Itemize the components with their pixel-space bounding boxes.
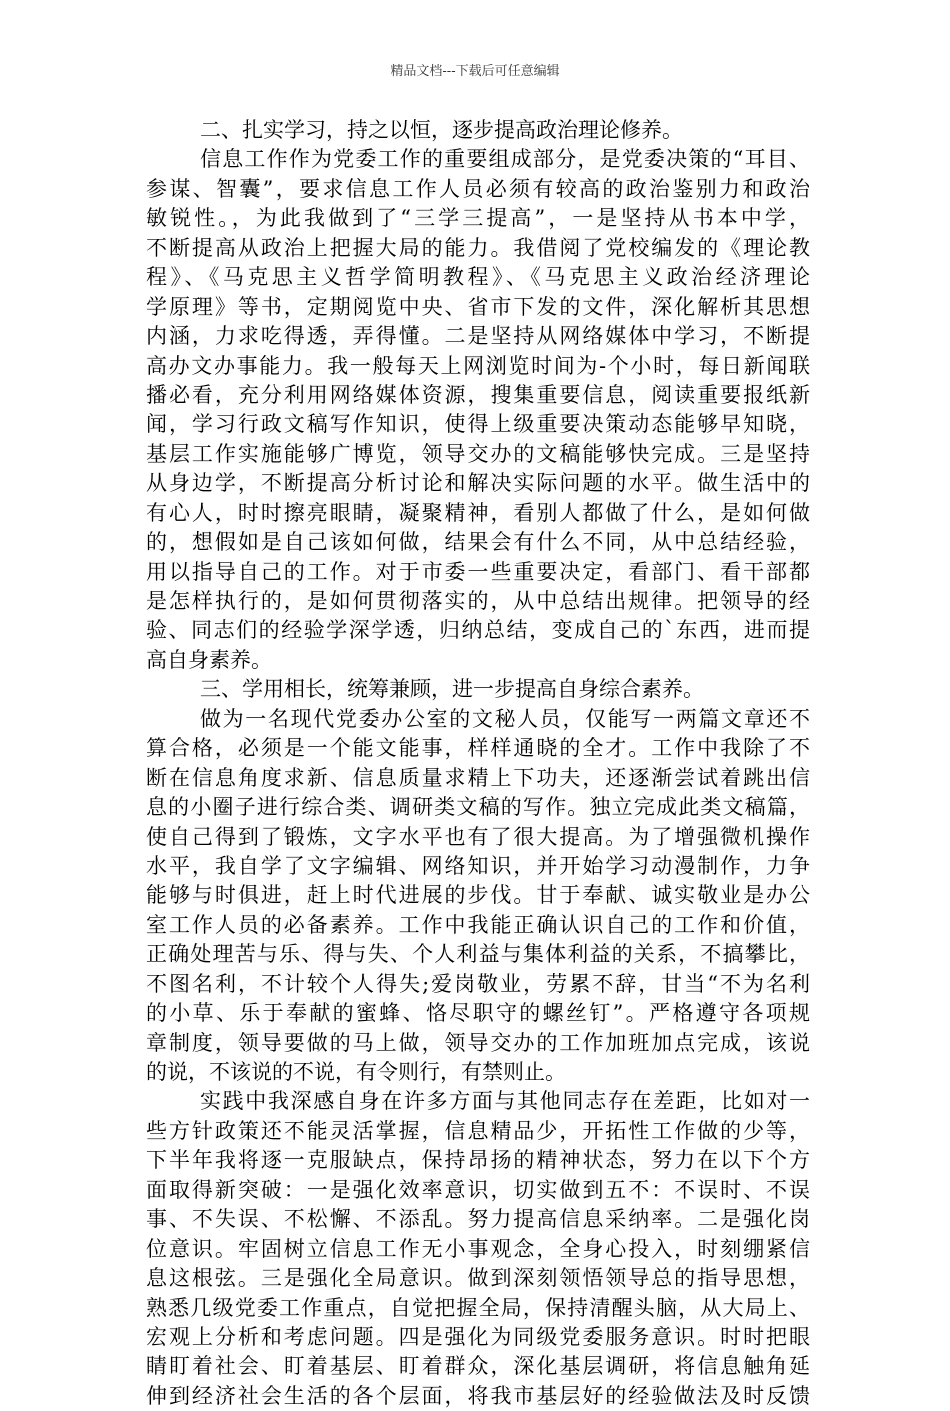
text-line: 验、同志们的经验学深学透，归纳总结，变成自己的`东西，进而提 (146, 618, 810, 643)
text-line: 内涵，力求吃得透，弄得懂。二是坚持从网络媒体中学习，不断提 (146, 324, 810, 349)
text-line: 室工作人员的必备素养。工作中我能正确认识自己的工作和价值， (146, 912, 810, 937)
text-line: 三、学用相长，统筹兼顾，进一步提高自身综合素养。 (200, 677, 704, 702)
text-line: 程》、《马克思主义哲学简明教程》、《马克思主义政治经济理论 (146, 265, 810, 290)
text-line: 闻，学习行政文稿写作知识，使得上级重要决策动态能够早知晓， (146, 412, 810, 437)
page-header: 精品文档---下载后可任意编辑 (390, 64, 560, 79)
text-line: 章制度，领导要做的马上做，领导交办的工作加班加点完成，该说 (146, 1030, 810, 1055)
text-line: 些方针政策还不能灵活掌握，信息精品少，开拓性工作做的少等， (146, 1118, 810, 1143)
text-line: 熟悉几级党委工作重点，自觉把握全局，保持清醒头脑，从大局上、 (146, 1295, 810, 1320)
document-body (146, 116, 810, 1411)
text-line: 水平，我自学了文字编辑、网络知识，并开始学习动漫制作，力争 (146, 853, 810, 878)
text-line: 息的小圈子进行综合类、调研类文稿的写作。独立完成此类文稿篇， (146, 795, 810, 820)
text-line: 高办文办事能力。我一般每天上网浏览时间为-个小时，每日新闻联 (146, 353, 810, 378)
text-line: 做为一名现代党委办公室的文秘人员，仅能写一两篇文章还不 (200, 706, 810, 731)
text-line: 是怎样执行的，是如何贯彻落实的，从中总结出规律。把领导的经 (146, 589, 810, 613)
text-line: 使自己得到了锻炼，文字水平也有了很大提高。为了增强微机操作 (146, 824, 810, 849)
text-line: 敏锐性。，为此我做到了“三学三提高”，一是坚持从书本中学， (146, 206, 810, 231)
text-line: 不图名利，不计较个人得失;爱岗敬业，劳累不辞，甘当“不为名利 (146, 971, 810, 996)
text-line: 用以指导自己的工作。对于市委一些重要决定，看部门、看干部都 (146, 559, 810, 584)
text-line: 参谋、智囊”，要求信息工作人员必须有较高的政治鉴别力和政治 (146, 176, 810, 201)
text-line: 息这根弦。三是强化全局意识。做到深刻领悟领导总的指导思想， (146, 1266, 810, 1291)
text-line: 二、扎实学习，持之以恒，逐步提高政治理论修养。 (200, 118, 683, 142)
text-line: 的小草、乐于奉献的蜜蜂、恪尽职守的螺丝钉”。严格遵守各项规 (146, 1001, 810, 1026)
text-line: 能够与时俱进，赶上时代进展的步伐。甘于奉献、诚实敬业是办公 (146, 883, 810, 908)
text-line: 睛盯着社会、盯着基层、盯着群众，深化基层调研，将信息触角延 (146, 1354, 810, 1379)
text-line: 面取得新突破：一是强化效率意识，切实做到五不：不误时、不误 (146, 1177, 810, 1202)
text-line: 算合格，必须是一个能文能事，样样通晓的全才。工作中我除了不 (146, 736, 810, 761)
text-line: 位意识。牢固树立信息工作无小事观念，全身心投入，时刻绷紧信 (146, 1236, 810, 1261)
text-line: 从身边学，不断提高分析讨论和解决实际问题的水平。做生活中的 (146, 471, 810, 496)
text-line: 的说，不该说的不说，有令则行，有禁则止。 (146, 1060, 566, 1084)
text-line: 的，想假如是自己该如何做，结果会有什么不同，从中总结经验， (146, 530, 810, 555)
text-line: 伸到经济社会生活的各个层面，将我市基层好的经验做法及时反馈 (146, 1383, 810, 1408)
text-line: 正确处理苦与乐、得与失、个人利益与集体利益的关系，不搞攀比， (146, 942, 810, 967)
text-line: 学原理》等书，定期阅览中央、省市下发的文件，深化解析其思想 (146, 294, 810, 319)
text-line: 高自身素养。 (146, 647, 272, 672)
text-line: 不断提高从政治上把握大局的能力。我借阅了党校编发的《理论教 (146, 235, 810, 260)
text-line: 信息工作作为党委工作的重要组成部分，是党委决策的“耳目、 (200, 147, 810, 172)
text-line: 下半年我将逐一克服缺点，保持昂扬的精神状态，努力在以下个方 (146, 1148, 810, 1173)
text-line: 基层工作实施能够广博览，领导交办的文稿能够快完成。三是坚持 (146, 441, 810, 466)
text-line: 实践中我深感自身在许多方面与其他同志存在差距，比如对一 (200, 1089, 810, 1114)
text-line: 宏观上分析和考虑问题。四是强化为同级党委服务意识。时时把眼 (146, 1324, 810, 1349)
text-line: 事、不失误、不松懈、不添乱。努力提高信息采纳率。二是强化岗 (146, 1207, 810, 1232)
text-line: 播必看，充分利用网络媒体资源，搜集重要信息，阅读重要报纸新 (146, 382, 810, 407)
text-line: 有心人，时时擦亮眼睛，凝聚精神，看别人都做了什么，是如何做 (146, 500, 810, 525)
text-line: 断在信息角度求新、信息质量求精上下功夫，还逐渐尝试着跳出信 (146, 765, 810, 790)
